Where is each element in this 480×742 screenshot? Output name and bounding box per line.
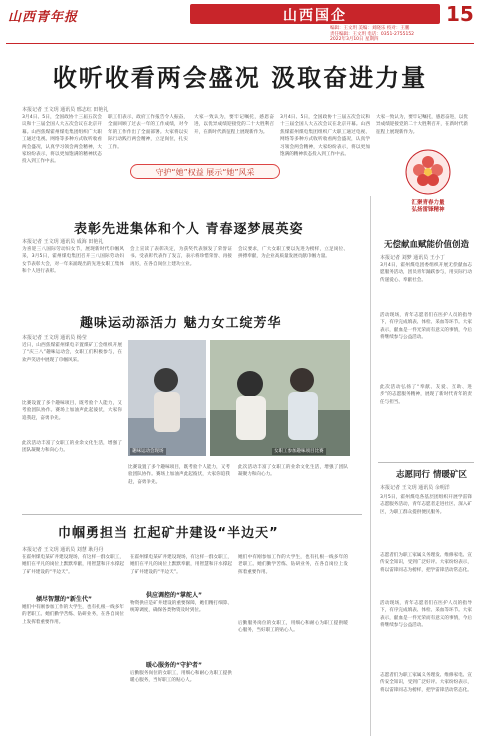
event-photo-left xyxy=(128,340,206,456)
meta-line: 责任编辑：王文玥 电话：0351-2755152 xyxy=(330,31,415,37)
photo-caption: 女职工参加趣味项目比赛 xyxy=(274,449,324,454)
article3-paragraph: 后勤服务岗位的女职工，用细心和耐心为职工提供暖心服务，当好职工的贴心人。 xyxy=(238,621,348,634)
section-title: 山西国企 xyxy=(283,8,347,24)
seal-line: 汇聚青春力量 xyxy=(411,200,445,206)
side2-paragraph: 志愿者们为职工家属义务理发、维修家电、宣传安全知识，受到广泛好评。大家纷纷表示，将以雷锋同志为榜样，把学雷锋活动常态化。 xyxy=(380,673,472,693)
seal-line: 弘扬雷锋精神 xyxy=(411,207,445,213)
section-divider xyxy=(378,462,474,463)
side1-paragraph: 活动现场，青年志愿者们在医护人员的指导下，有序完成填表、体检、采血等环节。大家表示，献血是一件光荣而有意义的事情，今后将继续参与公益活动。 xyxy=(380,313,472,341)
event-photo-right xyxy=(210,340,350,456)
article3-title: 巾帼勇担当 扛起矿井建设“半边天” xyxy=(58,526,279,541)
banner-text: 守护“她”权益 展示“她”风采 xyxy=(155,168,255,177)
meta-line: 编辑：王文玥 美编：刘晓乐 校对：王鹏 xyxy=(330,26,410,31)
side1-byline: 本报记者 刘梦 通讯员 王小丁 xyxy=(380,255,445,261)
article2-byline: 本报记者 王文玥 通讯员 杨莹 xyxy=(22,335,87,341)
lead-paragraph: 3月4日、5日，全国政协十三届五次会议和十三届全国人大五次会议在北京开幕。山西焦煤霍州煤电集团组织广大职工通过电视、网络等多种方式收听收看两会盛况，认真学习领会两会精神，大家纷纷表示，将以更加饱满的精神状态投入到工作中去。 xyxy=(22,115,102,165)
article2-paragraph: 此次活动丰富了女职工的业余文化生活，增强了团队凝聚力和向心力。 xyxy=(22,441,122,454)
article2-paragraph: 此次活动丰富了女职工的业余文化生活，增强了团队凝聚力和向心力。 xyxy=(238,465,348,478)
lead-paragraph: 大家一致认为，要牢记嘱托，感恩奋进，以优异成绩迎接党的二十大胜利召开，在新时代新征程上展现新作为。 xyxy=(376,115,468,135)
column-divider xyxy=(370,196,371,736)
page-meta xyxy=(330,26,478,43)
article3-paragraph: 她们中有刚参加工作的大学生，也有扎根一线多年的老职工。她们勤学苦练、钻研业务，在各自岗位上发挥着重要作用。 xyxy=(238,555,348,575)
article1-paragraph: 会上宣读了表彰决定，为获奖代表颁发了荣誉证书。受表彰代表作了发言，表示将珍惜荣誉、再接再厉，在各自岗位上建功立业。 xyxy=(130,247,232,267)
side1-title: 无偿献血赋能价值创造 xyxy=(384,240,470,250)
article1-title: 表彰先进集体和个人 青春逐梦展英姿 xyxy=(74,222,304,237)
article2-paragraph: 近日，山西焦煤霍州煤电辛置煤矿工会组织开展了“庆三八”趣味运动会，女职工们积极参与，在欢声笑语中展现了巾帼风采。 xyxy=(22,343,122,363)
masthead-divider xyxy=(6,43,474,44)
side2-byline: 本报记者 王文玥 通讯员 余明洋 xyxy=(380,485,450,491)
photo-graphic xyxy=(128,340,206,456)
side2-paragraph: 志愿者们为职工家属义务理发、维修家电、宣传安全知识，受到广泛好评。大家纷纷表示，将以雷锋同志为榜样，把学雷锋活动常态化。 xyxy=(380,553,472,573)
article3-subhead: 暖心服务的“守护者” xyxy=(146,662,202,669)
slogan-seal xyxy=(398,148,458,228)
page-number: 15 xyxy=(446,2,474,26)
photo-graphic xyxy=(210,340,350,456)
article3-paragraph: 在霍州煤电某矿井建设现场，有这样一群女职工，她们在平凡的岗位上默默奉献，用智慧和汗水撑起了矿井建设的“半边天”。 xyxy=(22,555,124,575)
feature-banner xyxy=(130,164,280,179)
article3-subhead: 供应调控的“掌舵人” xyxy=(146,592,202,599)
article2-title: 趣味运动添活力 魅力女工绽芳华 xyxy=(80,316,282,331)
photo-caption: 趣味运动会现场 xyxy=(132,449,164,454)
main-headline: 收听收看两会盛况 汲取奋进力量 xyxy=(52,64,428,92)
article2-paragraph: 比赛设置了多个趣味项目，既考验个人能力，又考验团队协作。赛场上加油声此起彼伏，大家你追我赶，奋勇争先。 xyxy=(128,465,230,485)
article1-byline: 本报记者 王文玥 通讯员 成海 田艳礼 xyxy=(22,239,104,245)
lead-paragraph: 3月4日、5日，全国政协十三届五次会议和十三届全国人大五次会议在北京开幕。山西焦煤霍州煤电集团组织广大职工通过电视、网络等多种方式收听收看两会盛况，认真学习领会两会精神，大家纷纷表示，将以更加饱满的精神状态投入到工作中去。 xyxy=(280,115,370,158)
article1-paragraph: 会议要求，广大女职工要以先进为榜样，立足岗位、拼搏奉献，为企业高质量发展贡献巾帼力量。 xyxy=(238,247,348,260)
side1-paragraph: 3月4日，霍州煤电团委组织开展无偿献血志愿服务活动，团员青年踊跃参与，用实际行动传递爱心、奉献社会。 xyxy=(380,263,472,283)
newspaper-logo: 山西青年报 xyxy=(8,10,79,25)
side2-title: 志愿同行 情暖矿区 xyxy=(396,470,467,480)
side2-paragraph: 3月5日，霍州煤电各基层团组织开展学雷锋志愿服务活动，青年志愿者走进社区、深入矿区，为职工群众提供便民服务。 xyxy=(380,495,472,515)
masthead xyxy=(0,0,480,44)
article3-subhead: 倾尽智慧的“新生代” xyxy=(36,596,92,603)
lead-paragraph: 职工们表示，政府工作报告令人振奋，全面回顾了过去一年的工作成绩，对今年的工作作出了全面部署。大家将以实际行动践行两会精神，立足岗位，扎实工作。 xyxy=(108,115,188,150)
section-divider xyxy=(22,514,362,515)
flower-emblem-icon xyxy=(398,148,458,196)
article3-paragraph: 物资供应是矿井建设的重要保障，她们精打细算、统筹调度，确保各类物资及时到位。 xyxy=(130,601,232,614)
article3-paragraph: 她们中有刚参加工作的大学生，也有扎根一线多年的老职工。她们勤学苦练、钻研业务，在各自岗位上发挥着重要作用。 xyxy=(22,605,124,625)
lead-paragraph: 大家一致认为，要牢记嘱托，感恩奋进，以优异成绩迎接党的二十大胜利召开，在新时代新征程上展现新作为。 xyxy=(194,115,274,135)
article3-paragraph: 后勤服务岗位的女职工，用细心和耐心为职工提供暖心服务，当好职工的贴心人。 xyxy=(130,671,232,684)
article1-paragraph: 为喜迎三八国际劳动妇女节，展现新时代巾帼风采，3月5日，霍州煤电集团召开三八国际劳动妇女节表彰大会，对一年来涌现出的先进女职工集体和个人进行表彰。 xyxy=(22,247,124,275)
side1-paragraph: 此次活动弘扬了“奉献、友爱、互助、进步”的志愿服务精神，展现了新时代青年的责任与担当。 xyxy=(380,385,472,405)
lead-byline: 本报记者 王文玥 通讯员 邢志红 田艳礼 xyxy=(22,107,109,113)
article3-paragraph: 在霍州煤电某矿井建设现场，有这样一群女职工，她们在平凡的岗位上默默奉献，用智慧和汗水撑起了矿井建设的“半边天”。 xyxy=(130,555,232,575)
article2-paragraph: 比赛设置了多个趣味项目，既考验个人能力，又考验团队协作。赛场上加油声此起彼伏，大家你追我赶，奋勇争先。 xyxy=(22,401,122,421)
side2-paragraph: 活动现场，青年志愿者们在医护人员的指导下，有序完成填表、体检、采血等环节。大家表示，献血是一件光荣而有意义的事情，今后将继续参与公益活动。 xyxy=(380,601,472,629)
article3-byline: 本报记者 王文玥 通讯员 刘慧 耿丹丹 xyxy=(22,547,104,553)
section-band xyxy=(190,4,440,24)
meta-line: 2022年3月10日 星期四 xyxy=(330,37,379,42)
